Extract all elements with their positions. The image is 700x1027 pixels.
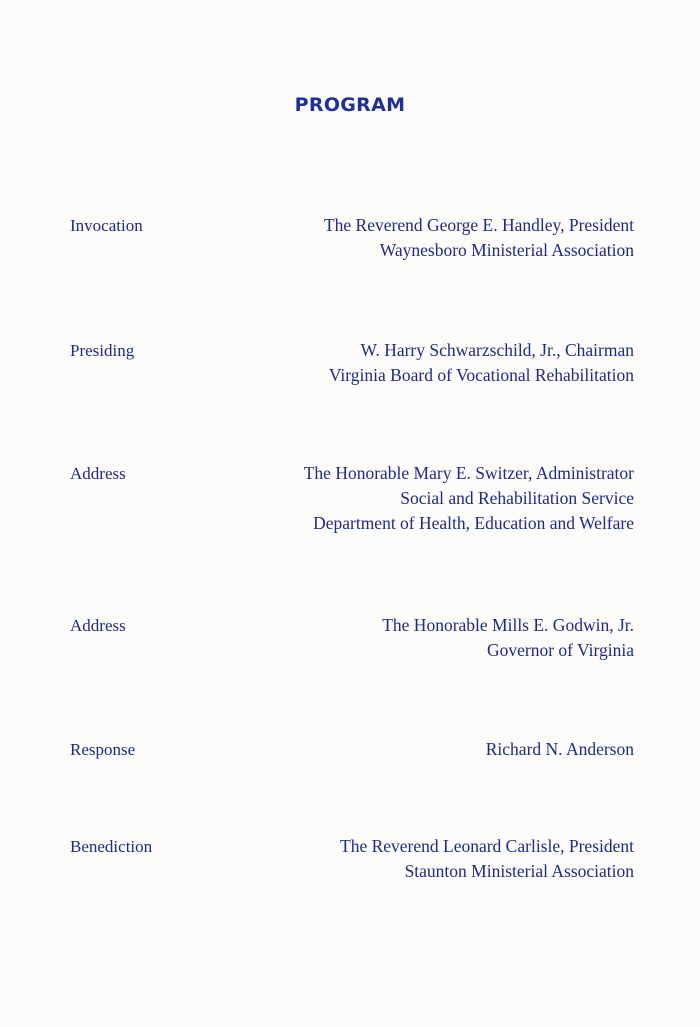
entry-role: Presiding [70,341,135,360]
participant-affiliation: Governor of Virginia [486,640,634,660]
participant-name: The Honorable Mary E. Switzer, Administrator [303,463,634,483]
entry-role: Address [70,464,126,483]
participant-name: Richard N. Anderson [485,739,634,759]
entry-role: Address [70,616,126,635]
participant-affiliation: Department of Health, Education and Welfare [313,513,634,533]
participant-affiliation: Waynesboro Ministerial Association [379,240,634,260]
entry-participant [304,461,634,536]
entry-participant [382,613,634,663]
participant-affiliation: Social and Rehabilitation Service [400,488,634,508]
participant-name: The Reverend Leonard Carlisle, President [340,836,634,856]
program-title: PROGRAM [294,94,406,116]
entry-role: Invocation [70,216,143,235]
participant-name: The Reverend George E. Handley, President [323,215,634,235]
participant-name: The Honorable Mills E. Godwin, Jr. [382,615,634,635]
entry-participant [340,834,634,884]
participant-name: W. Harry Schwarzschild, Jr., Chairman [360,340,634,360]
entry-participant [324,213,634,263]
entry-role: Benediction [70,837,153,856]
entry-participant [329,338,634,388]
participant-affiliation: Staunton Ministerial Association [404,861,634,881]
entry-participant [486,737,634,762]
entry-role: Response [70,740,136,759]
participant-affiliation: Virginia Board of Vocational Rehabilitation [328,365,634,385]
